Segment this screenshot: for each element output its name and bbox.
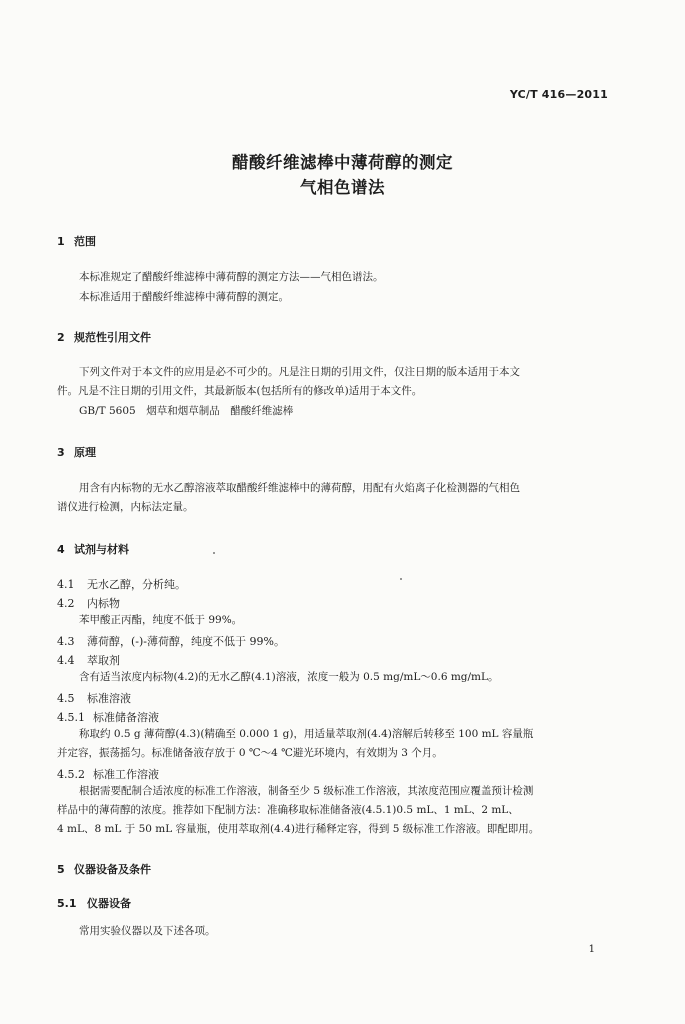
- clause-text: 标准溶液: [87, 692, 131, 705]
- title-line-1: 醋酸纤维滤棒中薄荷醇的测定: [232, 153, 453, 172]
- clause-4-2: [57, 595, 120, 611]
- paragraph: 常用实验仪器以及下述各项。: [79, 925, 216, 937]
- section-title: 试剂与材料: [74, 543, 129, 556]
- clause-number: 4.1: [57, 578, 75, 591]
- section-1-heading: [57, 233, 96, 249]
- paragraph: [57, 725, 629, 763]
- clause-4-5-2: [57, 766, 159, 782]
- paragraph-line: 样品中的薄荷醇的浓度。推荐如下配制方法：准确移取标准储备液(4.5.1)0.5 mL、1 mL、2 mL、: [57, 804, 519, 816]
- clause-text: 萃取剂: [87, 654, 120, 667]
- clause-4-5: [57, 690, 131, 706]
- paragraph-line: 用含有内标物的无水乙醇溶液萃取醋酸纤维滤棒中的薄荷醇，用配有火焰离子化检测器的气相色: [79, 482, 520, 494]
- clause-5-1: [57, 895, 131, 911]
- clause-4-4: [57, 652, 120, 668]
- paragraph: 苯甲酸正丙酯，纯度不低于 99%。: [79, 614, 243, 626]
- title-line-2: 气相色谱法: [300, 178, 385, 197]
- paragraph-line: 谱仪进行检测，内标法定量。: [57, 501, 194, 513]
- paragraph-line: 4 mL、8 mL 于 50 mL 容量瓶，使用萃取剂(4.4)进行稀释定容，得到 5 级标准工作溶液。即配即用。: [57, 823, 540, 835]
- clause-text: 仪器设备: [87, 897, 131, 910]
- scan-speck: [400, 578, 402, 580]
- page-number: 1: [588, 944, 595, 955]
- scan-speck: [213, 552, 215, 554]
- paragraph-line: 并定容，振荡摇匀。标准储备液存放于 0 ℃～4 ℃避光环境内，有效期为 3 个月。: [57, 747, 443, 759]
- paragraph: 本标准规定了醋酸纤维滤棒中薄荷醇的测定方法——气相色谱法。: [79, 271, 384, 283]
- paragraph-line: 件。凡是不注日期的引用文件，其最新版本(包括所有的修改单)适用于本文件。: [57, 385, 423, 397]
- section-title: 规范性引用文件: [74, 331, 151, 344]
- clause-number: 4.5.1: [57, 711, 85, 724]
- clause-text: 薄荷醇，(-)-薄荷醇，纯度不低于 99%。: [87, 635, 285, 648]
- section-3-heading: [57, 444, 96, 460]
- clause-4-3: [57, 633, 285, 649]
- clause-number: 5.1: [57, 897, 77, 910]
- section-number: 5: [57, 863, 65, 876]
- clause-4-5-1: [57, 709, 159, 725]
- section-5-heading: [57, 861, 151, 877]
- standard-code: YC/T 416—2011: [509, 88, 608, 101]
- clause-4-1: [57, 576, 186, 592]
- section-2-heading: [57, 329, 151, 345]
- paragraph: [57, 479, 629, 517]
- paragraph: [57, 782, 629, 839]
- normative-reference: GB/T 5605 烟草和烟草制品 醋酸纤维滤棒: [79, 405, 294, 417]
- section-title: 范围: [74, 235, 96, 248]
- clause-text: 标准工作溶液: [93, 768, 159, 781]
- paragraph: 含有适当浓度内标物(4.2)的无水乙醇(4.1)溶液，浓度一般为 0.5 mg/mL～0.6 mg/mL。: [79, 671, 499, 683]
- clause-number: 4.5.2: [57, 768, 85, 781]
- paragraph-line: 下列文件对于本文件的应用是必不可少的。凡是注日期的引用文件，仅注日期的版本适用于本文: [79, 366, 520, 378]
- section-title: 原理: [74, 446, 96, 459]
- clause-number: 4.4: [57, 654, 75, 667]
- section-4-heading: [57, 541, 129, 557]
- paragraph-line: 根据需要配制合适浓度的标准工作溶液，制备至少 5 级标准工作溶液，其浓度范围应覆盖预计检测: [79, 785, 534, 797]
- clause-number: 4.2: [57, 597, 75, 610]
- clause-text: 无水乙醇，分析纯。: [87, 578, 186, 591]
- clause-number: 4.5: [57, 692, 75, 705]
- clause-number: 4.3: [57, 635, 75, 648]
- paragraph: 本标准适用于醋酸纤维滤棒中薄荷醇的测定。: [79, 291, 289, 303]
- paragraph-line: 称取约 0.5 g 薄荷醇(4.3)(精确至 0.000 1 g)，用适量萃取剂(4.4)溶解后转移至 100 mL 容量瓶: [79, 728, 534, 740]
- section-title: 仪器设备及条件: [74, 863, 151, 876]
- section-number: 3: [57, 446, 65, 459]
- clause-text: 标准储备溶液: [93, 711, 159, 724]
- section-number: 2: [57, 331, 65, 344]
- paragraph: [57, 363, 629, 401]
- section-number: 1: [57, 235, 65, 248]
- section-number: 4: [57, 543, 65, 556]
- clause-text: 内标物: [87, 597, 120, 610]
